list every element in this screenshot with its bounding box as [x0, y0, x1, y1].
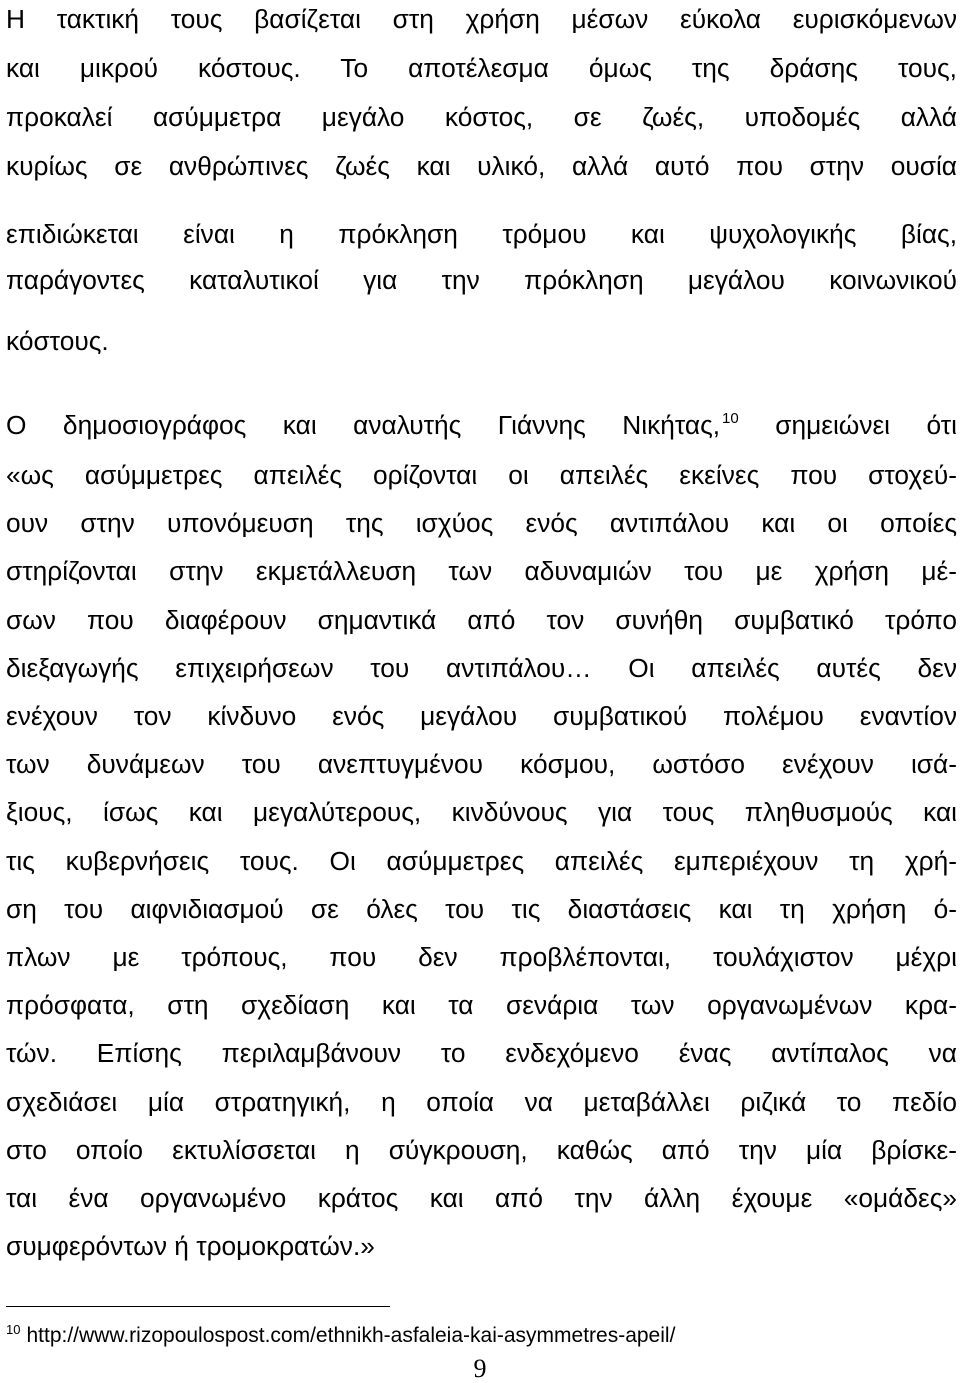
- text-line: συμφερόντων ή τρομοκρατών.»: [6, 1231, 375, 1261]
- text-line: ση του αιφνιδιασμού σε όλες του τις διαστάσεις και τη χρήση ό-: [6, 894, 957, 924]
- line-text: Ο δημοσιογράφος και αναλυτής Γιάννης Νικήτας,: [6, 410, 721, 440]
- footnote: [6, 1322, 957, 1350]
- text-line: ουν στην υπονόμευση της ισχύος ενός αντιπάλου και οι οποίες: [6, 508, 957, 538]
- text-line: «ως ασύμμετρες απειλές ορίζονται οι απειλές εκείνες που στοχεύ-: [6, 460, 957, 490]
- text-line: [6, 408, 957, 442]
- text-line: πλων με τρόπους, που δεν προβλέπονται, τουλάχιστον μέχρι: [6, 942, 957, 972]
- text-line: και μικρού κόστους. Το αποτέλεσμα όμως της δράσης τους,: [6, 53, 957, 83]
- text-line: τις κυβερνήσεις τους. Οι ασύμμετρες απειλές εμπεριέχουν τη χρή-: [6, 846, 957, 876]
- text-line: στηρίζονται στην εκμετάλλευση των αδυναμιών του με χρήση μέ-: [6, 556, 957, 586]
- text-line: ται ένα οργανωμένο κράτος και από την άλλη έχουμε «ομάδες»: [6, 1183, 957, 1213]
- text-line: κυρίως σε ανθρώπινες ζωές και υλικό, αλλά αυτό που στην ουσία: [6, 151, 957, 181]
- text-line: στο οποίο εκτυλίσσεται η σύγκρουση, καθώς από την μία βρίσκε-: [6, 1135, 957, 1165]
- text-line: των δυνάμεων του ανεπτυγμένου κόσμου, ωστόσο ενέχουν ισά-: [6, 749, 957, 779]
- text-line: τών. Επίσης περιλαμβάνουν το ενδεχόμενο ένας αντίπαλος να: [6, 1038, 957, 1068]
- text-line: ξιους, ίσως και μεγαλύτερους, κινδύνους για τους πληθυσμούς και: [6, 797, 957, 827]
- text-line: Η τακτική τους βασίζεται στη χρήση μέσων εύκολα ευρισκόμενων: [6, 4, 957, 34]
- text-line: παράγοντες καταλυτικοί για την πρόκληση μεγάλου κοινωνικού: [6, 265, 957, 295]
- line-text: σημειώνει ότι: [738, 410, 957, 440]
- page-number: 9: [473, 1354, 487, 1383]
- text-line: σχεδιάσει μία στρατηγική, η οποία να μεταβάλλει ριζικά το πεδίο: [6, 1087, 957, 1117]
- footnote-number: 10: [6, 1322, 21, 1337]
- text-line: σων που διαφέρουν σημαντικά από τον συνήθη συμβατικό τρόπο: [6, 605, 957, 635]
- footnote-link[interactable]: http://www.rizopoulospost.com/ethnikh-asfaleia-kai-asymmetres-apeil/: [26, 1324, 676, 1347]
- text-line: ενέχουν τον κίνδυνο ενός μεγάλου συμβατικού πολέμου εναντίον: [6, 701, 957, 731]
- footnote-separator: [6, 1306, 390, 1307]
- footnote-reference[interactable]: 10: [722, 410, 739, 427]
- text-line: κόστους.: [6, 326, 109, 356]
- text-line: πρόσφατα, στη σχεδίαση και τα σενάρια των οργανωμένων κρα-: [6, 990, 957, 1020]
- text-line: διεξαγωγής επιχειρήσεων του αντιπάλου… Οι απειλές αυτές δεν: [6, 653, 957, 683]
- text-line: επιδιώκεται είναι η πρόκληση τρόμου και ψυχολογικής βίας,: [6, 219, 957, 249]
- text-line: προκαλεί ασύμμετρα μεγάλο κόστος, σε ζωές, υποδομές αλλά: [6, 102, 957, 132]
